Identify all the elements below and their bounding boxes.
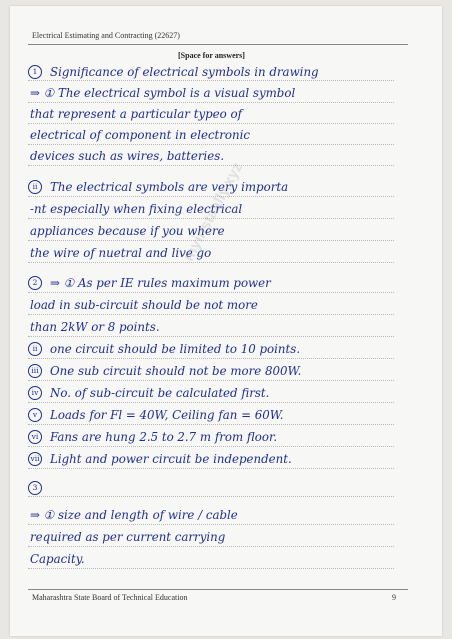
handwritten-line — [10, 361, 442, 381]
handwritten-line — [10, 339, 442, 359]
answer-text: ⇒ ① The electrical symbol is a visual symbol — [30, 86, 296, 100]
handwritten-line — [10, 427, 442, 447]
circled-number: 2 — [28, 276, 42, 290]
circled-number: v — [28, 408, 42, 422]
circled-number: iv — [28, 386, 42, 400]
handwritten-line — [10, 549, 442, 569]
space-for-answers-label: [Space for answers] — [178, 51, 245, 60]
handwritten-line — [10, 273, 442, 293]
handwritten-line — [10, 125, 442, 145]
handwritten-line — [10, 83, 442, 103]
header-divider — [28, 44, 408, 45]
circled-number: 3 — [28, 481, 42, 495]
handwritten-line — [10, 317, 442, 337]
answer-text: the wire of nuetral and live go — [30, 246, 212, 260]
page-number: 9 — [392, 593, 396, 602]
watermark: myinstaally.xyz — [180, 159, 247, 264]
answer-text: than 2kW or 8 points. — [30, 320, 160, 334]
page-footer: Maharashtra State Board of Technical Education — [32, 593, 188, 602]
handwritten-line — [10, 505, 442, 525]
handwritten-line — [10, 295, 442, 315]
handwritten-line — [10, 146, 442, 166]
answer-text: -nt especially when fixing electrical — [30, 202, 243, 216]
handwritten-line — [10, 383, 442, 403]
answer-sheet — [10, 6, 442, 636]
answer-text: The electrical symbols are very importa — [50, 180, 289, 194]
handwritten-line — [10, 527, 442, 547]
answer-text: that represent a particular typeo of — [30, 107, 242, 121]
answer-text: one circuit should be limited to 10 points. — [50, 342, 301, 356]
handwritten-line — [10, 449, 442, 469]
handwritten-line — [10, 405, 442, 425]
circled-number: iii — [28, 364, 42, 378]
answer-text: Significance of electrical symbols in drawing — [50, 65, 319, 79]
circled-number: ii — [28, 342, 42, 356]
page-header: Electrical Estimating and Contracting (22627) — [32, 31, 180, 40]
answer-text: electrical of component in electronic — [30, 128, 251, 142]
answer-text: One sub circuit should not be more 800W. — [50, 364, 302, 378]
circled-number: vi — [28, 430, 42, 444]
handwritten-line — [10, 104, 442, 124]
answer-text: ⇒ ① size and length of wire / cable — [30, 508, 238, 522]
circled-number: 1 — [28, 65, 42, 79]
handwritten-line — [10, 62, 442, 82]
answer-text: required as per current carrying — [30, 530, 226, 544]
answer-text: Light and power circuit be independent. — [50, 452, 292, 466]
handwritten-line — [10, 478, 442, 498]
answer-text: load in sub-circuit should be not more — [30, 298, 258, 312]
circled-number: vii — [28, 452, 42, 466]
answer-text: Fans are hung 2.5 to 2.7 m from floor. — [50, 430, 278, 444]
answer-text: No. of sub-circuit be calculated first. — [50, 386, 270, 400]
footer-divider — [28, 589, 408, 590]
handwritten-line — [10, 243, 442, 263]
answer-text: devices such as wires, batteries. — [30, 149, 225, 163]
answer-text: Loads for Fl = 40W, Ceiling fan = 60W. — [50, 408, 284, 422]
circled-number: ii — [28, 180, 42, 194]
answer-text: ⇒ ① As per IE rules maximum power — [50, 276, 271, 290]
answer-text: Capacity. — [30, 552, 85, 566]
handwritten-line — [10, 221, 442, 241]
answer-text: appliances because if you where — [30, 224, 225, 238]
